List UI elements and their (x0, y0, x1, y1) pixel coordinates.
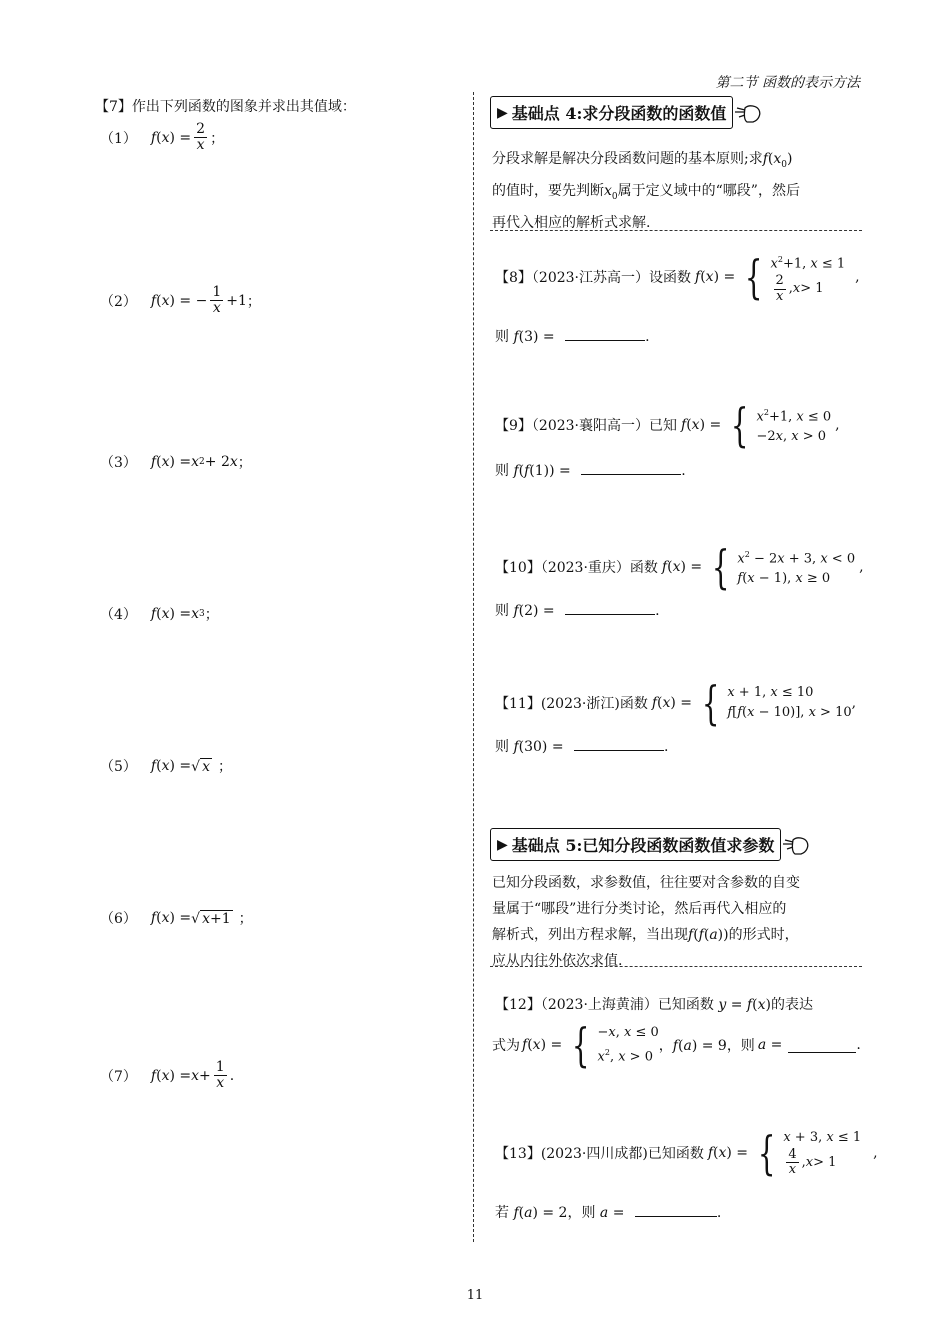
section-5-description: 已知分段函数，求参数值，往往要对含参数的自变 量属于“哪段”进行分类讨论，然后再代入相应的 解析式，列出方程求解，当出现f(f(a))的形式时， 应从内往外依次求值. (492, 875, 800, 969)
q7-item-1: （1） f ( x ) = $\frac{2}{x}$ ； (100, 121, 225, 154)
q13-answer-line: 若 f(a) = 2，则 a = . (495, 1202, 721, 1222)
q12-answer-blank[interactable] (788, 1038, 856, 1053)
q7-item-4: （4） f ( x ) = x 3 ； (100, 606, 219, 623)
question-8: 【8】（2023·江苏高一）设函数 f(x) = { $x^2+1$, x ≤ 1 $\frac{2}{x}$ , x > 1 , (495, 249, 860, 304)
q9-answer-blank[interactable] (581, 460, 681, 475)
item-number: （5） (100, 759, 137, 775)
q12-label: 【12】（2023·上海黄浦）已知函数 (495, 997, 714, 1013)
section-4-separator (490, 230, 862, 231)
item-number: （3） (100, 455, 137, 471)
section-5-title: 基础点 5:已知分段函数函数值求参数 (511, 836, 775, 855)
item-number: （2） (100, 293, 137, 310)
q7-item-3: （3） f ( x ) = x 2 + 2 x ； (100, 454, 252, 471)
q9-label: 【9】（2023·襄阳高一）已知 (495, 418, 677, 434)
section-4-title-box (490, 96, 733, 129)
q10-answer-blank[interactable] (565, 600, 655, 615)
question-9: 【9】（2023·襄阳高一）已知 f(x) = { $x^2+1$, x ≤ 0 −2x, x > 0 , (495, 398, 840, 452)
q8-answer-blank[interactable] (565, 326, 645, 341)
q8-answer-line: 则 f(3) = . (495, 326, 650, 346)
q10-answer-line: 则 f(2) = . (495, 600, 660, 620)
section-4-title: 基础点 4:求分段函数的函数值 (511, 104, 727, 123)
question-13: 【13】(2023·四川成都)已知函数 f(x) = { x + 3, x ≤ 1 $\frac{4}{x}$ , x > 1 , (495, 1125, 878, 1180)
page-number: 11 (466, 1288, 484, 1303)
question-12: 【12】（2023·上海黄浦）已知函数 y = f(x)的表达 (495, 997, 813, 1013)
section-4-header (490, 96, 763, 129)
page-header-title: 第二节 函数的表示方法 (715, 75, 860, 91)
pointing-hand-icon (733, 100, 763, 126)
column-divider (473, 92, 474, 1242)
q11-answer-line: 则 f(30) = . (495, 736, 668, 756)
q7-item-6: （6） f ( x ) = √ x+1 ； (100, 910, 253, 927)
item-number: （6） (100, 911, 137, 927)
section-4-description: 分段求解是解决分段函数问题的基本原则;求$f(x_0)$ 的值时，要先判断$x_0$属于定义域中的“哪段”，然后 再代入相应的解析式求解. (492, 151, 800, 231)
q9-answer-line: 则 f(f(1)) = . (495, 460, 686, 480)
q7-item-7: （7） f ( x ) = x + $\frac{1}{x}$ . (100, 1059, 235, 1092)
play-arrow-icon: ▶ (497, 104, 508, 121)
q11-label: 【11】(2023·浙江)函数 (495, 696, 648, 712)
section-5-header (490, 828, 811, 861)
question-11: 【11】(2023·浙江)函数 f(x) = { x + 1, x ≤ 10 f[f(x − 10)], x > 10 , (495, 676, 857, 730)
pointing-hand-icon (781, 832, 811, 858)
q8-label: 【8】（2023·江苏高一）设函数 (495, 269, 691, 286)
section-5-separator (490, 966, 862, 967)
item-number: （4） (100, 607, 137, 623)
section-5-title-box (490, 828, 781, 861)
q10-label: 【10】（2023·重庆）函数 (495, 560, 658, 576)
item-number: （1） (100, 130, 137, 147)
q7-item-5: （5） f ( x ) = √ x ； (100, 758, 232, 775)
play-arrow-icon: ▶ (497, 836, 508, 853)
question-10: 【10】（2023·重庆）函数 f(x) = { $x^2 - 2x + 3$, x < 0 f(x − 1), x ≥ 0 , (495, 540, 864, 594)
q11-answer-blank[interactable] (574, 736, 664, 751)
item-number: （7） (100, 1068, 137, 1085)
q13-label: 【13】(2023·四川成都)已知函数 (495, 1145, 704, 1162)
q7-title: 【7】作出下列函数的图象并求出其值域： (95, 99, 356, 115)
q13-answer-blank[interactable] (635, 1202, 717, 1217)
q12-line-2: 式为 f(x) = { −x, x ≤ 0 $x^2$, x > 0 ，f(a) = 9 ，则 a = . (492, 1018, 861, 1072)
q7-item-2: （2） f ( x ) = − $\frac{1}{x}$ +1 ； (100, 284, 261, 317)
